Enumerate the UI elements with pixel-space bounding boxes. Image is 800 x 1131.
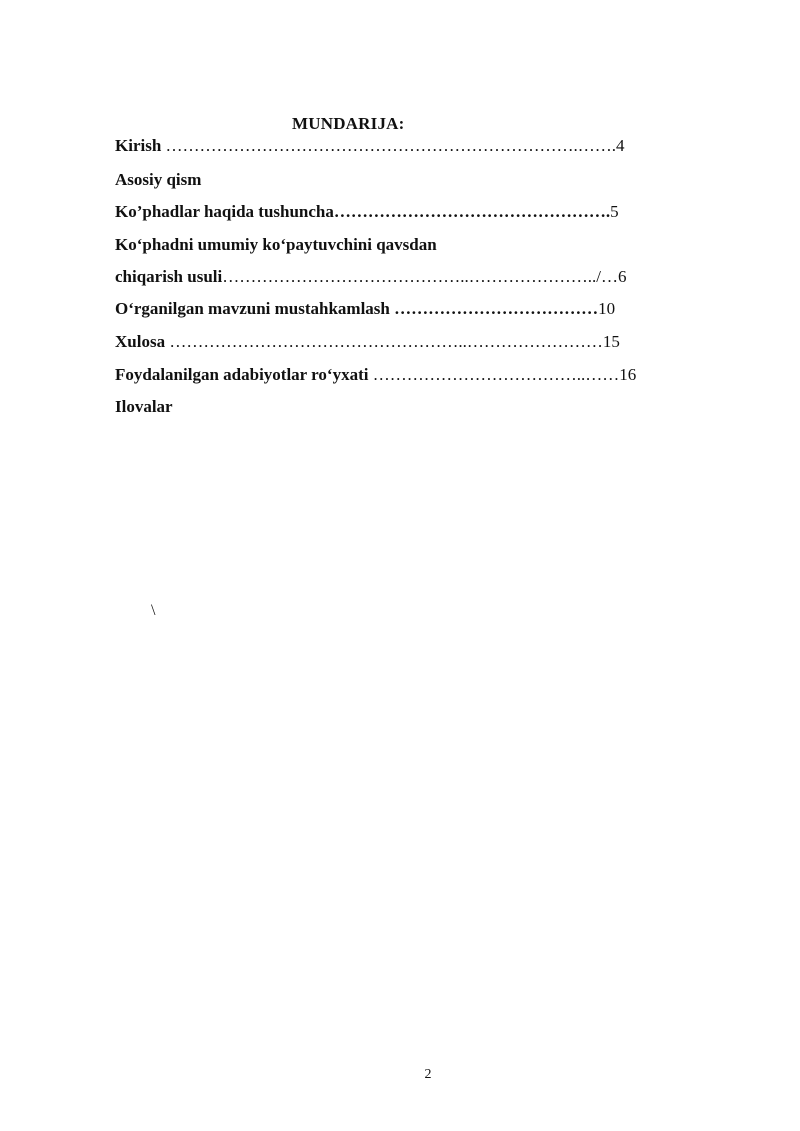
toc-leader-dots: ……………………………………..…………………../… bbox=[222, 267, 618, 286]
toc-entry-mustahkamlash bbox=[115, 299, 615, 319]
toc-leader-dots: …………………………………………. bbox=[333, 202, 611, 221]
toc-leader-dots: ……………………………………………………………….……. bbox=[161, 136, 617, 155]
toc-entry-xulosa bbox=[115, 332, 620, 352]
toc-entry-text: Kirish bbox=[115, 136, 162, 155]
toc-page-number: 4 bbox=[616, 136, 625, 155]
toc-page-number: 10 bbox=[598, 299, 616, 318]
toc-entry-text: Foydalanilgan adabiyotlar ro‘yxati bbox=[115, 365, 369, 384]
toc-entry-kophadlar bbox=[115, 202, 619, 222]
toc-entry-text: Ko‘phadni umumiy ko‘paytuvchini qavsdan bbox=[115, 235, 437, 254]
page-number: 2 bbox=[424, 1067, 432, 1082]
toc-page-number: 15 bbox=[602, 332, 620, 351]
toc-entry-kophadni-umumiy bbox=[115, 235, 437, 255]
toc-entry-text: Ko’phadlar haqida tushuncha bbox=[115, 202, 334, 221]
toc-entry-text: Ilovalar bbox=[115, 397, 173, 416]
toc-entry-asosiy-qism bbox=[115, 170, 201, 190]
toc-page-number: 16 bbox=[619, 365, 637, 384]
toc-entry-kirish bbox=[115, 136, 625, 156]
toc-leader-dots: ……………………………… bbox=[389, 299, 599, 318]
toc-entry-text: Asosiy qism bbox=[115, 170, 202, 189]
toc-entry-ilovalar bbox=[115, 397, 173, 417]
stray-backslash-mark: \ bbox=[151, 602, 156, 619]
toc-entry-text: chiqarish usuli bbox=[115, 267, 223, 286]
toc-entry-adabiyotlar bbox=[115, 365, 636, 385]
toc-page-number: 6 bbox=[617, 267, 627, 286]
toc-leader-dots: ……………………………………………..…………………… bbox=[165, 332, 603, 351]
toc-entry-text: Xulosa bbox=[115, 332, 166, 351]
toc-page-number: 5 bbox=[610, 202, 619, 221]
toc-entry-text: O‘rganilgan mavzuni mustahkamlash bbox=[115, 299, 390, 318]
toc-leader-dots: ………………………………..…… bbox=[368, 365, 620, 384]
toc-title: MUNDARIJA: bbox=[292, 114, 405, 133]
toc-entry-chiqarish-usuli bbox=[115, 267, 626, 287]
